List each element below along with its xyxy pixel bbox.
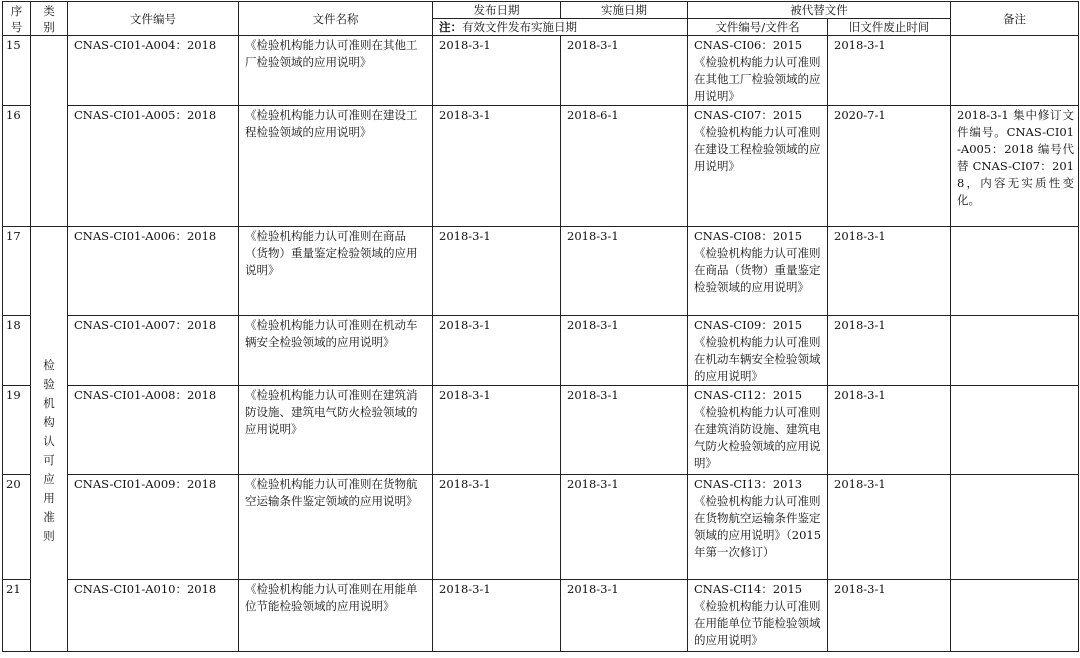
seq-cell: 16 xyxy=(3,106,31,227)
seq-cell: 21 xyxy=(3,580,31,652)
note-text: 有效文件发布实施日期 xyxy=(462,20,577,34)
replaced-file-cell: CNAS-CI06：2015《检验机构能力认可准则在其他工厂检验领域的应用说明》 xyxy=(688,36,828,106)
impl-date-cell: 2018-3-1 xyxy=(561,475,688,580)
file-name-header: 文件名称 xyxy=(239,2,433,36)
remark-cell xyxy=(951,316,1079,386)
remark-cell xyxy=(951,227,1079,316)
category-char: 机 xyxy=(43,396,55,410)
table-row xyxy=(3,36,1079,106)
category-char: 认 xyxy=(43,434,55,448)
category-char: 应 xyxy=(43,472,55,486)
replaced-header: 被代替文件 xyxy=(688,2,951,19)
category-char: 准 xyxy=(43,510,55,524)
remark-cell xyxy=(951,580,1079,652)
abolish-date-cell: 2018-3-1 xyxy=(828,386,951,475)
file-name-cell: 《检验机构能力认可准则在货物航空运输条件鉴定领域的应用说明》 xyxy=(239,475,433,580)
seq-cell: 19 xyxy=(3,386,31,475)
file-name-cell: 《检验机构能力认可准则在商品（货物）重量鉴定检验领域的应用说明》 xyxy=(239,227,433,316)
table-row xyxy=(3,316,1079,386)
replaced-file-cell: CNAS-CI12：2015《检验机构能力认可准则在建筑消防设施、建筑电气防火检验领域的应用说明》 xyxy=(688,386,828,475)
abolish-date-cell: 2018-3-1 xyxy=(828,316,951,386)
category-cell xyxy=(31,227,68,652)
table-header xyxy=(3,2,1079,36)
seq-cell: 18 xyxy=(3,316,31,386)
old-abolish-header: 旧文件废止时间 xyxy=(828,19,951,36)
impl-date-cell: 2018-3-1 xyxy=(561,227,688,316)
file-name-cell: 《检验机构能力认可准则在其他工厂检验领域的应用说明》 xyxy=(239,36,433,106)
file-no-header: 文件编号 xyxy=(68,2,239,36)
remark-cell xyxy=(951,386,1079,475)
seq-cell: 15 xyxy=(3,36,31,106)
table-row xyxy=(3,386,1079,475)
remarks-header: 备注 xyxy=(951,2,1079,36)
pub-date-cell: 2018-3-1 xyxy=(433,106,561,227)
category-cell-blank xyxy=(31,36,68,227)
file-name-cell: 《检验机构能力认可准则在机动车辆安全检验领域的应用说明》 xyxy=(239,316,433,386)
effective-documents-table xyxy=(2,1,1079,652)
replaced-file-cell: CNAS-CI14：2015《检验机构能力认可准则在用能单位节能检验领域的应用说明》 xyxy=(688,580,828,652)
pub-date-cell: 2018-3-1 xyxy=(433,36,561,106)
abolish-date-cell: 2018-3-1 xyxy=(828,475,951,580)
seq-cell: 20 xyxy=(3,475,31,580)
file-no-cell: CNAS-CI01-A008：2018 xyxy=(68,386,239,475)
category-char: 用 xyxy=(43,491,55,505)
replaced-file-cell: CNAS-CI09：2015《检验机构能力认可准则在机动车辆安全检验领域的应用说明》 xyxy=(688,316,828,386)
file-no-cell: CNAS-CI01-A004：2018 xyxy=(68,36,239,106)
category-char: 可 xyxy=(43,453,55,467)
abolish-date-cell: 2018-3-1 xyxy=(828,227,951,316)
note-label: 注： xyxy=(439,20,462,34)
category-char: 检 xyxy=(43,358,55,372)
file-no-cell: CNAS-CI01-A005：2018 xyxy=(68,106,239,227)
category-header: 类 别 xyxy=(31,2,68,36)
table-row xyxy=(3,475,1079,580)
category-char: 则 xyxy=(43,529,55,543)
file-no-cell: CNAS-CI01-A010：2018 xyxy=(68,580,239,652)
abolish-date-cell: 2018-3-1 xyxy=(828,36,951,106)
impl-date-cell: 2018-6-1 xyxy=(561,106,688,227)
file-no-cell: CNAS-CI01-A009：2018 xyxy=(68,475,239,580)
impl-date-header: 实施日期 xyxy=(561,2,688,19)
file-name-cell: 《检验机构能力认可准则在建筑消防设施、建筑电气防火检验领域的应用说明》 xyxy=(239,386,433,475)
table-row xyxy=(3,106,1079,227)
replaced-no-name-header: 文件编号/文件名 xyxy=(688,19,828,36)
pub-date-header: 发布日期 xyxy=(433,2,561,19)
impl-date-cell: 2018-3-1 xyxy=(561,580,688,652)
impl-date-cell: 2018-3-1 xyxy=(561,386,688,475)
table-row xyxy=(3,227,1079,316)
remark-cell xyxy=(951,475,1079,580)
replaced-file-cell: CNAS-CI07：2015《检验机构能力认可准则在建设工程检验领域的应用说明》 xyxy=(688,106,828,227)
table-body xyxy=(3,36,1079,652)
pub-date-cell: 2018-3-1 xyxy=(433,316,561,386)
category-char: 验 xyxy=(43,377,55,391)
seq-header: 序 号 xyxy=(3,2,31,36)
abolish-date-cell: 2020-7-1 xyxy=(828,106,951,227)
replaced-file-cell: CNAS-CI13：2013《检验机构能力认可准则在货物航空运输条件鉴定领域的应用说明》（2015 年第一次修订） xyxy=(688,475,828,580)
pub-date-cell: 2018-3-1 xyxy=(433,475,561,580)
pub-date-cell: 2018-3-1 xyxy=(433,386,561,475)
category-char: 构 xyxy=(43,415,55,429)
file-no-cell: CNAS-CI01-A007：2018 xyxy=(68,316,239,386)
file-no-cell: CNAS-CI01-A006：2018 xyxy=(68,227,239,316)
abolish-date-cell: 2018-3-1 xyxy=(828,580,951,652)
pub-date-cell: 2018-3-1 xyxy=(433,580,561,652)
file-name-cell: 《检验机构能力认可准则在用能单位节能检验领域的应用说明》 xyxy=(239,580,433,652)
note-header xyxy=(433,19,688,36)
impl-date-cell: 2018-3-1 xyxy=(561,316,688,386)
replaced-file-cell: CNAS-CI08：2015《检验机构能力认可准则在商品（货物）重量鉴定检验领域的应用说明》 xyxy=(688,227,828,316)
seq-cell: 17 xyxy=(3,227,31,316)
table-row xyxy=(3,580,1079,652)
pub-date-cell: 2018-3-1 xyxy=(433,227,561,316)
file-name-cell: 《检验机构能力认可准则在建设工程检验领域的应用说明》 xyxy=(239,106,433,227)
remark-cell: 2018-3-1 集中修订文件编号。CNAS-CI01-A005：2018 编号代替 CNAS-CI07：2018，内容无实质性变化。 xyxy=(951,106,1079,227)
impl-date-cell: 2018-3-1 xyxy=(561,36,688,106)
remark-cell xyxy=(951,36,1079,106)
